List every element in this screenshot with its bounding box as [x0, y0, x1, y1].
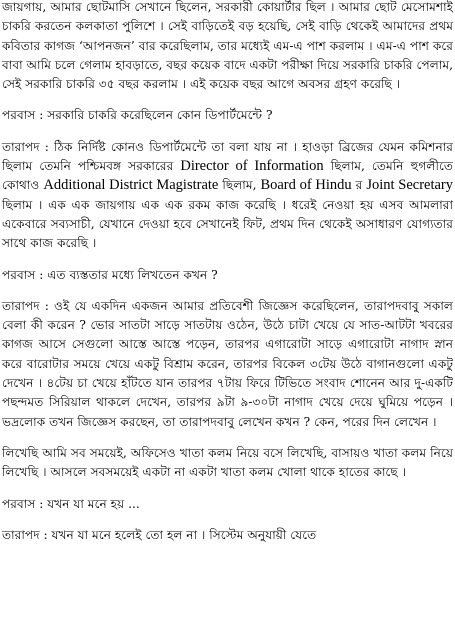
paragraph-answer — [0, 297, 455, 432]
text-segment: পরবাস : যখন যা মনে হয় ... — [2, 496, 140, 511]
paragraph-question — [0, 106, 455, 125]
text-segment: পরবাস : সরকারি চাকরি করেছিলেন কোন ডিপার্টমেন্টে ? — [2, 108, 273, 123]
text-segment: ছিলাম, — [218, 178, 261, 193]
text-segment: তারাপদ : যখন যা মনে হলেই তো হল না । সিস্টেম অনুযায়ী যেতে — [2, 527, 317, 542]
paragraph-narrative — [0, 0, 455, 94]
text-segment: র — [351, 178, 367, 193]
paragraph-gap — [0, 483, 455, 495]
paragraph-answer — [0, 526, 455, 545]
text-segment: ছিলাম, তেমনি হুগলীতে কোথাও — [2, 159, 453, 193]
paragraph-answer — [0, 138, 455, 254]
text-segment: লিখেছি আমি সব সময়েই, অফিসেও খাতা কলম নিয়ে বসে লিখেছি, বাসায়ও খাতা কলম নিয়ে লিখেছি । আসলে সবসময়েই একটা না একটা খাতা কলম খোলা থাকে হাতের কাছে । — [2, 445, 453, 480]
text-segment: ছিলাম । এক এক জায়গায় এক এক রকম কাজ করেছি । ধরেই নেওয়া হয় এসব আমলারা একেবারে সব্যসাচী, যেখানে দেওয়া হবে সেখানেই ফিট, প্রথম দিন থেকেই অসাধারণ যোগ্যতার সাথে কাজ করেছি । — [2, 197, 453, 251]
english-term: Director of Information — [180, 158, 324, 175]
text-segment: জায়গায়, আমার ছোটমাসি সেখানে ছিলেন, সরকারী কোয়ার্টার ছিল । আমার ছোট মেসোমশাই চাকরি করতেন কলকাতা পুলিশে । সেই বাড়িতেই বড় হয়েছি, সেই বাড়ি থেকেই আমাদের প্রথম কবিতার কাগজ ‘আপনজন’ বার করেছিলাম, তার মধ্যেই এম-এ পাশ করলাম । এম-এ পাশ করে বাবা আমি চলে গেলাম হাবড়াতে, বছর কয়েক বাদে একটা পরীক্ষা দিয়ে সরকারি চাকরি পেলাম, সেই সরকারি চাকরি ৩৫ বছর করলাম । এই কয়েক বছর আগে অবসর গ্রহণ করেছি । — [2, 0, 453, 92]
paragraph-gap — [0, 254, 455, 266]
text-segment: পরবাস : এত ব্যস্ততার মধ্যে লিখতেন কখন ? — [2, 267, 218, 282]
paragraph-narrative — [0, 444, 455, 483]
paragraph-gap — [0, 94, 455, 106]
text-segment: তারাপদ : ওই যে একদিন একজন আমার প্রতিবেশী জিজ্ঞেস করেছিলেন, তারাপদবাবু সকাল বেলা কী করেন ? ভোর সাতটা সাড়ে সাতটায় ওঠেন, উঠে চাটা খেয়ে যে সাত-আটটা খবরের কাগজ আসে সেগুলো আস্তে আস্তে পড়েন, তারপর এগারোটা সাড়ে এগারোটা নাগাদ স্নান করে বারোটার সময়ে খেয়ে একটু বিশ্রাম করেন, তারপর বিকেল ৩টেয় উঠে বাগানগুলো একটু দেখেন । ৪টেয় চা খেয়ে হাঁটতে যান তারপর ৭টায় ফিরে টিভিতে সংবাদ শোনেন আর দু-একটি পছন্দমত সিরিয়াল থাকলে দেখেন, তারপর ৯টা ৯-৩০টা নাগাদ খেয়ে দেয়ে ঘুমিয়ে পড়েন । ভদ্রলোক তখন জিজ্ঞেস করছেন, তা তারাপদবাবু লেখেন কখন ? কেন, পরের দিন লেখেন । — [2, 298, 453, 429]
text-segment: তারাপদ : ঠিক নির্দিষ্ট কোনও ডিপার্টমেন্টে তা বলা যায় না । হাওড়া ব্রিজের যেমন কমিশনার ছিলাম তেমনি পশ্চিমবঙ্গ সরকারের — [2, 139, 453, 174]
english-term: Joint Secretary — [366, 177, 453, 194]
paragraph-question — [0, 495, 455, 514]
english-term: Additional District Magistrate — [43, 177, 219, 194]
paragraph-question — [0, 266, 455, 285]
paragraph-gap — [0, 432, 455, 444]
paragraph-gap — [0, 126, 455, 138]
english-term: Board of Hindu — [260, 177, 352, 194]
paragraph-gap — [0, 285, 455, 297]
paragraph-gap — [0, 514, 455, 526]
